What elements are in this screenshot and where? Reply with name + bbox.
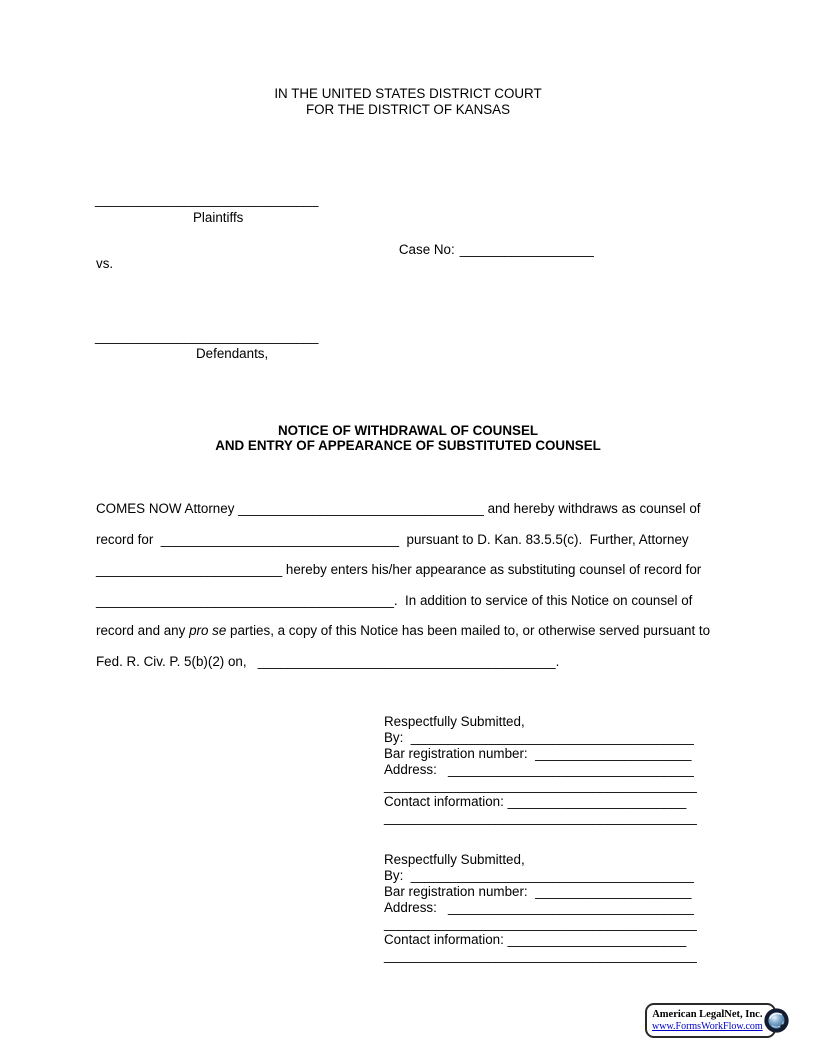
blank-field[interactable]: _____________________ xyxy=(535,884,692,899)
blank-field[interactable]: ________________________ xyxy=(507,794,687,809)
signature-row xyxy=(384,730,706,746)
versus-label: vs. xyxy=(96,256,114,271)
document-title xyxy=(0,423,816,453)
signature-row xyxy=(384,810,706,826)
text-segment: Fed. R. Civ. P. 5(b)(2) on, xyxy=(96,653,258,669)
court-name: IN THE UNITED STATES DISTRICT COURT xyxy=(274,86,542,101)
legalnet-logo-badge xyxy=(645,1003,776,1038)
text-segment: Address: xyxy=(384,762,449,777)
signature-block xyxy=(384,852,706,964)
body-paragraph xyxy=(96,494,716,678)
blank-field[interactable]: _________________________________ xyxy=(448,762,694,777)
blank-field[interactable]: _________________________________ xyxy=(448,900,694,915)
signature-row xyxy=(384,714,706,730)
text-segment: By: xyxy=(384,868,411,883)
globe-icon xyxy=(763,1007,790,1034)
defendant-label: Defendants, xyxy=(196,346,269,361)
blank-field[interactable]: __________________________________________ xyxy=(384,948,697,963)
case-number-blank[interactable]: __________________ xyxy=(459,242,594,257)
signature-row xyxy=(384,900,706,916)
signature-row xyxy=(384,868,706,884)
blank-field[interactable]: _____________________ xyxy=(535,746,692,761)
blank-field[interactable]: _________________________ xyxy=(96,562,283,578)
case-number-label: Case No: xyxy=(398,242,455,257)
text-segment: hereby enters his/her appearance as substituting counsel of record for xyxy=(282,562,702,578)
text-segment: record and any xyxy=(96,623,190,639)
court-district: FOR THE DISTRICT OF KANSAS xyxy=(305,102,511,117)
body-line xyxy=(96,494,716,525)
text-segment: . xyxy=(555,653,560,669)
blank-field[interactable]: __________________________________________ xyxy=(384,916,697,931)
text-segment: COMES NOW Attorney xyxy=(96,501,239,516)
signature-row xyxy=(384,932,706,948)
blank-field[interactable]: __________________________________________ xyxy=(384,778,697,793)
text-segment: and hereby withdraws as counsel of xyxy=(483,501,701,516)
signature-row xyxy=(384,948,706,964)
signature-row xyxy=(384,746,706,762)
signature-row xyxy=(384,916,706,932)
case-number-row xyxy=(384,226,594,274)
court-header xyxy=(0,86,816,118)
blank-field[interactable]: _________________________________ xyxy=(238,501,484,516)
logo-company-name: American LegalNet, Inc. xyxy=(652,1008,763,1020)
signature-row xyxy=(384,762,706,778)
text-segment: pursuant to D. Kan. 83.5.5(c). Further, Attorney xyxy=(399,531,689,547)
body-line xyxy=(96,586,716,617)
logo-text xyxy=(652,1009,763,1033)
text-segment: Contact information: xyxy=(384,794,508,809)
text-segment: Respectfully Submitted, xyxy=(384,852,525,867)
text-segment: Bar registration number: xyxy=(384,884,536,899)
blank-field[interactable]: ______________________________________ xyxy=(410,868,694,883)
text-segment: Respectfully Submitted, xyxy=(384,714,525,729)
blank-field[interactable]: ________________________________ xyxy=(160,531,400,547)
text-segment: Contact information: xyxy=(384,932,508,947)
blank-field[interactable]: ________________________________________ xyxy=(96,592,394,608)
blank-field[interactable]: ________________________ xyxy=(507,932,687,947)
text-segment: . In addition to service of this Notice on counsel of xyxy=(393,592,693,608)
text-segment: Bar registration number: xyxy=(384,746,536,761)
document-title-line1: NOTICE OF WITHDRAWAL OF COUNSEL xyxy=(277,423,539,438)
signature-row xyxy=(384,778,706,794)
blank-field[interactable]: __________________________________________ xyxy=(384,810,697,825)
defendant-name-blank[interactable]: ______________________________ xyxy=(95,329,319,344)
plaintiff-name-blank[interactable]: ______________________________ xyxy=(95,192,319,207)
body-line xyxy=(96,555,716,586)
blank-field[interactable]: ________________________________________ xyxy=(257,653,556,669)
body-line xyxy=(96,616,716,647)
text-segment: Address: xyxy=(384,900,449,915)
text-segment: record for xyxy=(96,531,161,547)
text-segment: By: xyxy=(384,730,411,745)
formsworkflow-link[interactable]: www.FormsWorkFlow.com xyxy=(652,1020,763,1032)
document-title-line2: AND ENTRY OF APPEARANCE OF SUBSTITUTED COUNSEL xyxy=(215,438,601,453)
italic-text: pro se xyxy=(189,623,227,639)
signature-block xyxy=(384,714,706,826)
body-line xyxy=(96,525,716,556)
body-line xyxy=(96,647,716,678)
blank-field[interactable]: ______________________________________ xyxy=(410,730,694,745)
signature-row xyxy=(384,794,706,810)
signature-row xyxy=(384,852,706,868)
text-segment: parties, a copy of this Notice has been mailed to, or otherwise served pursuant to xyxy=(226,623,711,639)
plaintiff-label: Plaintiffs xyxy=(193,210,244,225)
signature-row xyxy=(384,884,706,900)
